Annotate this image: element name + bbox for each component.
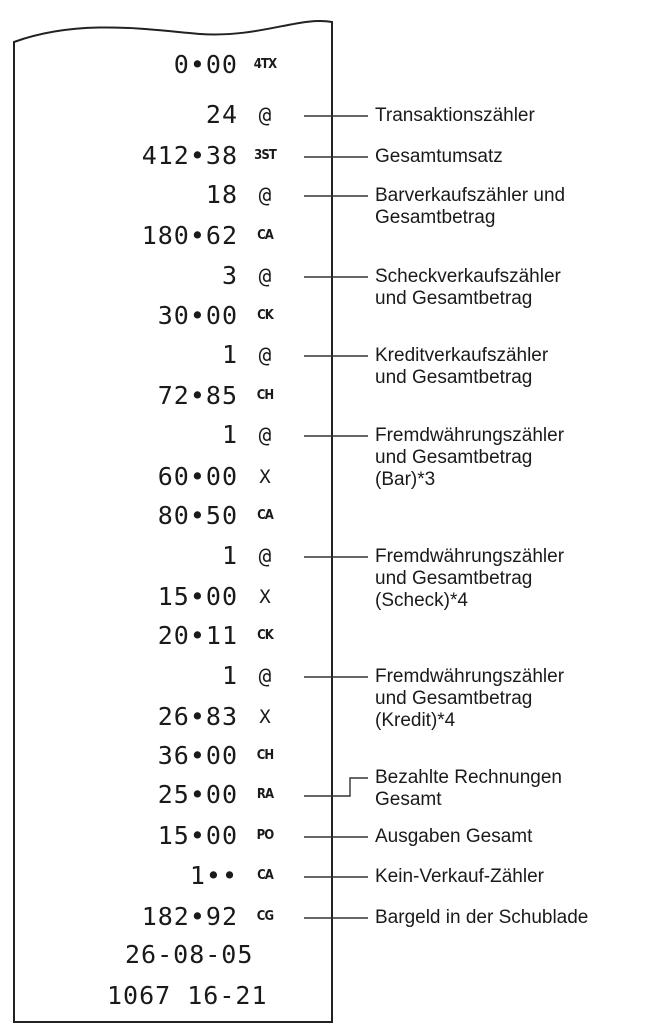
receipt-amount: 180•62 bbox=[141, 221, 238, 250]
callout-text: Bezahlte Rechnungen bbox=[375, 767, 562, 788]
callout-text: Transaktionszähler bbox=[375, 105, 535, 126]
callout-label bbox=[375, 907, 665, 929]
callout-text: Fremdwährungszähler bbox=[375, 425, 565, 446]
receipt-symbol: @ bbox=[258, 183, 272, 207]
callout-label bbox=[375, 866, 665, 888]
callout-text: (Bar)*3 bbox=[375, 469, 436, 490]
receipt-symbol: RA bbox=[256, 787, 274, 802]
receipt-symbol: X bbox=[259, 586, 271, 608]
callout-text: Barverkaufszähler und bbox=[375, 185, 566, 206]
callout-text: Scheckverkaufszähler bbox=[375, 266, 561, 287]
callout-text: Gesamt bbox=[375, 789, 442, 810]
receipt-amount: 15•00 bbox=[157, 821, 238, 850]
receipt-symbol: CK bbox=[257, 628, 273, 643]
receipt-amount: 25•00 bbox=[157, 780, 238, 809]
receipt-amount: 3 bbox=[221, 261, 238, 290]
receipt-amount: 182•92 bbox=[141, 902, 238, 931]
callout-label bbox=[375, 105, 665, 127]
receipt-amount: 72•85 bbox=[157, 381, 238, 410]
callout-label bbox=[375, 826, 665, 848]
receipt-symbol: CA bbox=[257, 868, 273, 883]
receipt-symbol: CH bbox=[256, 748, 274, 763]
callout-text: Fremdwährungszähler bbox=[375, 666, 565, 687]
receipt-amount: 60•00 bbox=[157, 462, 238, 491]
receipt-amount: 1 bbox=[221, 420, 238, 449]
callout-label bbox=[375, 666, 665, 732]
receipt-amount: 26•83 bbox=[157, 702, 238, 731]
receipt-symbol: @ bbox=[258, 544, 272, 568]
callout-text: Kreditverkaufszähler bbox=[375, 345, 549, 366]
callout-text: Gesamtbetrag bbox=[375, 207, 496, 228]
receipt-symbol: @ bbox=[258, 343, 272, 367]
receipt-symbol: @ bbox=[258, 664, 272, 688]
receipt-symbol: 3ST bbox=[254, 148, 276, 163]
callout-text: Kein-Verkauf-Zähler bbox=[375, 866, 544, 887]
callout-text: (Scheck)*4 bbox=[375, 590, 468, 611]
callout-text: Fremdwährungszähler bbox=[375, 546, 565, 567]
callout-text: und Gesamtbetrag bbox=[375, 367, 533, 388]
receipt-amount: 1•• bbox=[189, 861, 238, 890]
receipt-amount: 18 bbox=[205, 180, 238, 209]
receipt-symbol: X bbox=[259, 706, 271, 728]
receipt-amount: 36•00 bbox=[157, 741, 238, 770]
receipt-symbol: CH bbox=[256, 388, 274, 403]
receipt-symbol: PO bbox=[256, 828, 274, 843]
receipt-amount: 1 bbox=[221, 661, 238, 690]
callout-label bbox=[375, 185, 665, 229]
receipt-symbol: @ bbox=[258, 423, 272, 447]
callout-text: Bargeld in der Schublade bbox=[375, 907, 589, 928]
callout-text: Ausgaben Gesamt bbox=[375, 826, 533, 847]
receipt-amount: 1 bbox=[221, 541, 238, 570]
receipt-amount: 412•38 bbox=[141, 141, 238, 170]
receipt-date: 26-08-05 bbox=[125, 940, 254, 969]
receipt-symbol: CA bbox=[257, 228, 273, 243]
receipt-amount: 0•00 bbox=[173, 50, 238, 79]
callout-text: und Gesamtbetrag bbox=[375, 447, 533, 468]
receipt-amount: 1 bbox=[221, 340, 238, 369]
receipt-amount: 20•11 bbox=[157, 621, 238, 650]
callout-label bbox=[375, 146, 665, 168]
callout-text: und Gesamtbetrag bbox=[375, 288, 533, 309]
callout-text: Gesamtumsatz bbox=[375, 146, 503, 167]
callout-text: und Gesamtbetrag bbox=[375, 568, 533, 589]
callout-label bbox=[375, 266, 665, 310]
receipt-symbol: @ bbox=[258, 264, 272, 288]
receipt-amount: 24 bbox=[205, 100, 238, 129]
receipt-symbol: 4TX bbox=[253, 57, 277, 72]
leader-line bbox=[304, 778, 368, 796]
receipt-amount: 15•00 bbox=[157, 582, 238, 611]
receipt-amount: 80•50 bbox=[157, 501, 238, 530]
receipt-symbol: CK bbox=[257, 308, 273, 323]
callout-label bbox=[375, 767, 665, 811]
receipt-symbol: CG bbox=[256, 909, 274, 924]
callout-label bbox=[375, 345, 665, 389]
receipt-counter-time: 1067 16-21 bbox=[107, 981, 268, 1010]
receipt-symbol: CA bbox=[257, 508, 273, 523]
receipt-amount: 30•00 bbox=[157, 301, 238, 330]
callout-label bbox=[375, 425, 665, 491]
receipt-symbol: X bbox=[259, 466, 271, 488]
receipt-symbol: @ bbox=[258, 103, 272, 127]
callout-text: und Gesamtbetrag bbox=[375, 688, 533, 709]
callout-label bbox=[375, 546, 665, 612]
callout-text: (Kredit)*4 bbox=[375, 710, 456, 731]
